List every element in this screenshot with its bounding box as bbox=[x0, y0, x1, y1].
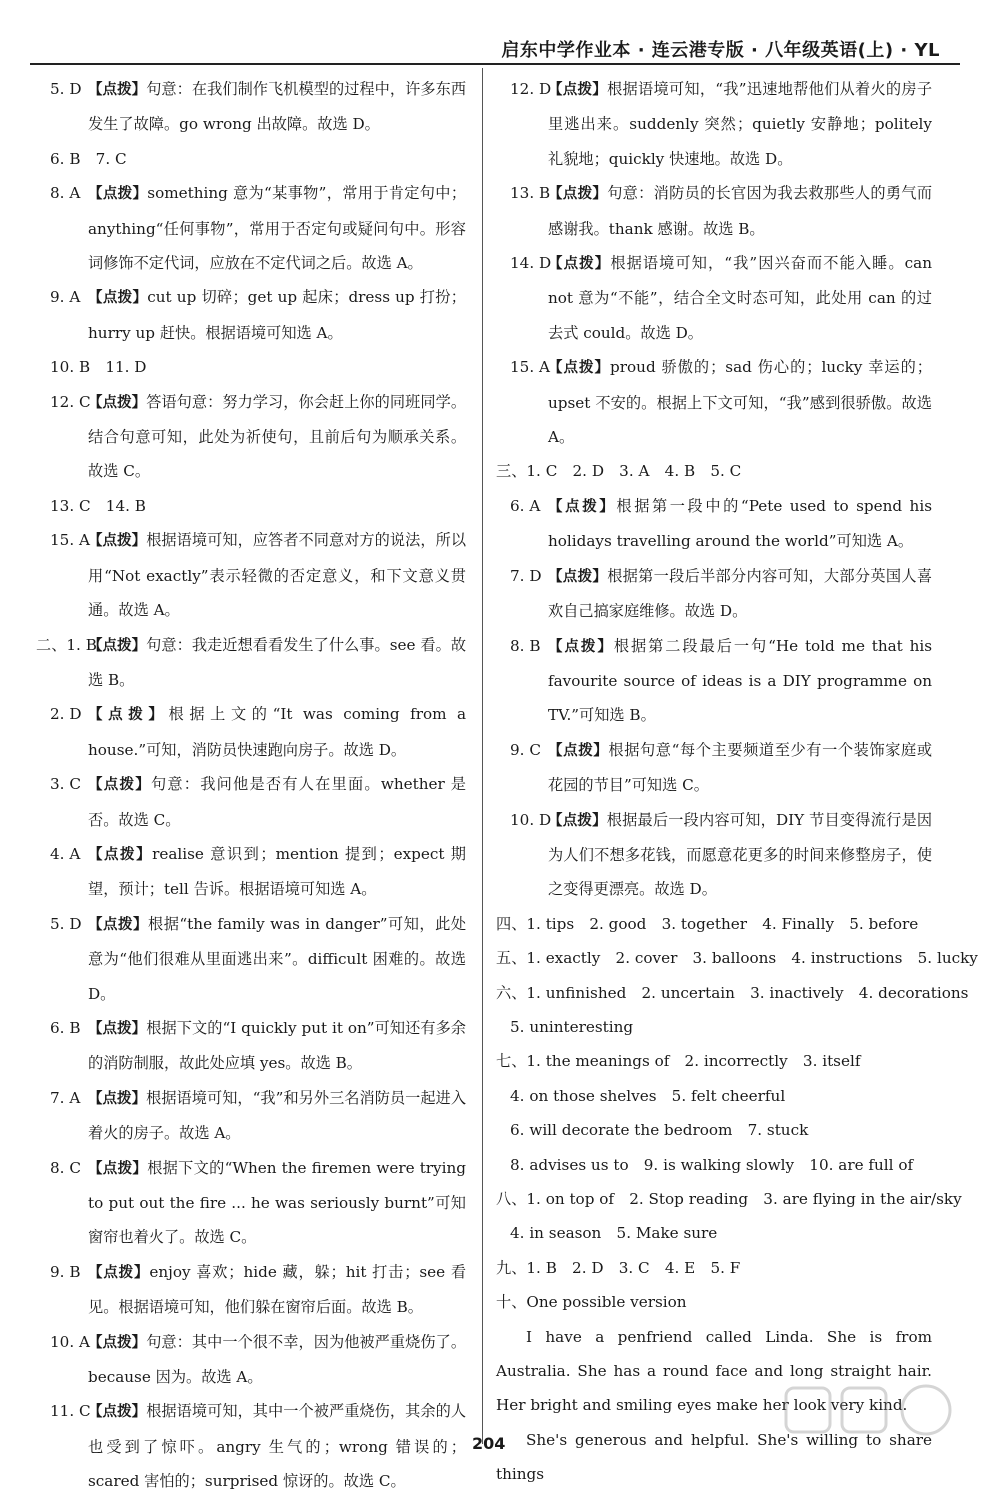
hint-tag: 【点拨】 bbox=[88, 637, 147, 654]
answer-explanation bbox=[88, 523, 466, 627]
explanation-text: enjoy 喜欢；hide 藏，躲；hit 打击；see 看见。根据语境可知，他们躲在窗帘后面。故选 B。 bbox=[88, 1262, 467, 1317]
answer-entry bbox=[36, 523, 466, 627]
answer-number: 10. A bbox=[50, 1332, 90, 1351]
answer-entry bbox=[36, 837, 466, 907]
answer-number: 15. A bbox=[50, 531, 90, 550]
answer-line: 4. in season 5. Make sure bbox=[510, 1224, 718, 1243]
answer-number: 8. A bbox=[50, 184, 81, 203]
answer-entry bbox=[36, 767, 466, 837]
answer-number: 7. A bbox=[50, 1088, 81, 1107]
hint-tag: 【点拨】 bbox=[88, 1090, 147, 1107]
hint-tag: 【点拨】 bbox=[88, 916, 149, 933]
answer-line: 五、1. exactly 2. cover 3. balloons 4. instructions 5. lucky bbox=[496, 949, 978, 968]
answer-explanation bbox=[548, 629, 932, 733]
hint-tag: 【点拨】 bbox=[88, 846, 153, 863]
answer-line: 八、1. on top of 2. Stop reading 3. are flying in the air/sky bbox=[496, 1190, 962, 1208]
hint-tag: 【点拨】 bbox=[548, 256, 611, 273]
explanation-text: 根据下文的“I quickly put it on”可知还有多余的消防制服，故此处应填 yes。故选 B。 bbox=[88, 1018, 466, 1073]
answer-explanation bbox=[548, 559, 932, 629]
answer-line: 5. uninteresting bbox=[510, 1017, 634, 1036]
explanation-text: realise 意识到；mention 提到；expect 期望，预计；tell 告诉。根据语境可知选 A。 bbox=[88, 844, 466, 899]
answer-explanation bbox=[88, 1151, 466, 1255]
answer-explanation bbox=[88, 837, 466, 907]
answer-entry bbox=[496, 246, 932, 350]
answer-entry bbox=[36, 1081, 466, 1151]
answer-number: 9. C bbox=[510, 740, 541, 759]
explanation-text: 根据句意“每个主要频道至少有一个装饰家庭或花园的节目”可知选 C。 bbox=[548, 740, 933, 795]
hint-tag: 【点拨】 bbox=[88, 1264, 150, 1281]
answer-number: 6. A bbox=[510, 496, 541, 515]
answer-explanation bbox=[88, 767, 466, 837]
answer-entry bbox=[36, 628, 466, 698]
hint-tag: 【点拨】 bbox=[88, 186, 148, 203]
right-column bbox=[496, 72, 978, 1492]
explanation-text: 根据第二段最后一句“He told me that his favourite source of ideas is a DIY programme on TV.”可知选 B。 bbox=[548, 636, 933, 725]
answer-number: 8. B bbox=[510, 636, 541, 655]
answer-number: 3. C bbox=[50, 775, 81, 794]
answer-number: 9. A bbox=[50, 288, 81, 307]
explanation-text: 句意：我走近想看看发生了什么事。see 看。故选 B。 bbox=[88, 635, 467, 689]
hint-tag: 【点拨】 bbox=[88, 1020, 147, 1037]
answer-number: 13. B bbox=[510, 184, 551, 203]
answer-line: 六、1. unfinished 2. uncertain 3. inactively 4. decorations bbox=[496, 983, 969, 1002]
hint-tag: 【点拨】 bbox=[548, 568, 608, 585]
answer-explanation bbox=[88, 1325, 466, 1395]
answer-entry bbox=[36, 72, 466, 142]
answer-explanation bbox=[88, 280, 466, 350]
explanation-text: 根据语境可知，应答者不同意对方的说法，所以用“Not exactly”表示轻微的否定意义，和下文意义贯通。故选 A。 bbox=[88, 531, 467, 620]
answer-number: 9. B bbox=[50, 1262, 81, 1281]
hint-tag: 【点拨】 bbox=[88, 777, 151, 794]
answer-line: 九、1. B 2. D 3. C 4. E 5. F bbox=[496, 1258, 741, 1277]
explanation-text: 答语句意：努力学习，你会赶上你的同班同学。结合句意可知，此处为祈使句，且前后句为顺承关系。故选 C。 bbox=[88, 392, 467, 481]
answer-number: 12. D bbox=[510, 80, 552, 98]
answer-entry bbox=[36, 1394, 466, 1498]
hint-tag: 【点拨】 bbox=[88, 290, 148, 307]
answer-line: 七、1. the meanings of 2. incorrectly 3. itself bbox=[496, 1052, 861, 1071]
explanation-text: 根据语境可知，其中一个被严重烧伤，其余的人也受到了惊吓。angry 生气的；wrong 错误的；scared 害怕的；surprised 惊讶的。故选 C。 bbox=[88, 1402, 467, 1491]
answer-entry bbox=[36, 1151, 466, 1255]
answer-line: 三、1. C 2. D 3. A 4. B 5. C bbox=[496, 462, 742, 481]
explanation-text: proud 骄傲的；sad 伤心的；lucky 幸运的；upset 不安的。根据上下文可知，“我”感到很骄傲。故选 A。 bbox=[548, 358, 932, 447]
hint-tag: 【点拨】 bbox=[548, 498, 617, 515]
column-divider bbox=[482, 68, 483, 1444]
explanation-text: 根据语境可知，“我”迅速地帮他们从着火的房子里逃出来。suddenly 突然；quietly 安静地；politely 礼貌地；quickly 快速地。故选 D。 bbox=[548, 80, 933, 168]
answer-explanation bbox=[88, 72, 466, 142]
hint-tag: 【点拨】 bbox=[548, 186, 608, 203]
hint-tag: 【点拨】 bbox=[548, 638, 614, 655]
page-header bbox=[0, 0, 1000, 70]
answer-number: 4. A bbox=[50, 844, 81, 863]
explanation-text: 根据语境可知，“我”和另外三名消防员一起进入着火的房子。故选 A。 bbox=[88, 1088, 467, 1143]
answer-line: 13. C 14. B bbox=[50, 496, 146, 515]
left-column bbox=[36, 72, 466, 1499]
answer-number: 10. D bbox=[510, 810, 552, 829]
answer-entry bbox=[496, 72, 932, 176]
answer-entry bbox=[496, 629, 932, 733]
explanation-text: 根据第一段中的“Pete used to spend his holidays travelling around the world”可知选 A。 bbox=[548, 496, 932, 551]
hint-tag: 【点拨】 bbox=[88, 1334, 147, 1351]
answer-explanation bbox=[88, 628, 466, 698]
hint-tag: 【点拨】 bbox=[548, 812, 607, 829]
header-title: 启东中学作业本 · 连云港专版 · 八年级英语(上) · YL bbox=[501, 40, 940, 61]
answer-entry bbox=[36, 176, 466, 280]
answer-entry bbox=[36, 1011, 466, 1081]
explanation-text: 根据下文的“When the firemen were trying to put out the fire ... he was seriously burnt”可知窗帘也着火了。故选 C。 bbox=[88, 1158, 466, 1247]
explanation-text: 根据最后一段内容可知，DIY 节目变得流行是因为人们不想多花钱，而愿意花更多的时间来修整房子，使之变得更漂亮。故选 D。 bbox=[548, 810, 933, 899]
answer-explanation bbox=[88, 1255, 466, 1325]
answer-explanation bbox=[548, 350, 932, 454]
answer-explanation bbox=[548, 489, 932, 559]
answer-number: 12. C bbox=[50, 392, 91, 411]
answer-number: 15. A bbox=[510, 358, 550, 377]
answer-explanation bbox=[548, 733, 932, 803]
answer-entry bbox=[36, 697, 466, 767]
answer-line: 8. advises us to 9. is walking slowly 10. are full of bbox=[510, 1155, 914, 1174]
answer-entry bbox=[496, 176, 932, 246]
answer-number: 5. D bbox=[50, 914, 82, 933]
hint-tag: 【点拨】 bbox=[88, 394, 147, 411]
hint-tag: 【点拨】 bbox=[88, 707, 169, 724]
answer-line: 6. will decorate the bedroom 7. stuck bbox=[510, 1121, 809, 1140]
answer-number: 8. C bbox=[50, 1158, 81, 1177]
answer-number: 14. D bbox=[510, 254, 552, 273]
watermark-logo bbox=[778, 1380, 978, 1448]
page-number: 204 bbox=[472, 1434, 506, 1453]
explanation-text: something 意为“某事物”，常用于肯定句中；anything“任何事物”，常用于否定句或疑问句中。形容词修饰不定代词，应放在不定代词之后。故选 A。 bbox=[88, 184, 467, 273]
header-rule bbox=[30, 63, 960, 65]
explanation-text: 句意：消防员的长官因为我去救那些人的勇气而感谢我。thank 感谢。故选 B。 bbox=[548, 184, 933, 238]
hint-tag: 【点拨】 bbox=[548, 360, 611, 377]
answer-explanation bbox=[548, 72, 932, 176]
answer-explanation bbox=[548, 246, 932, 350]
answer-explanation bbox=[88, 385, 466, 489]
hint-tag: 【点拨】 bbox=[548, 82, 608, 98]
answer-entry bbox=[36, 907, 466, 1011]
answer-number: 5. D bbox=[50, 80, 82, 98]
answer-number: 11. C bbox=[50, 1402, 91, 1421]
answer-explanation bbox=[88, 1011, 466, 1081]
answer-number: 6. B bbox=[50, 1018, 81, 1037]
answer-line: 四、1. tips 2. good 3. together 4. Finally 5. before bbox=[496, 914, 919, 933]
answer-explanation bbox=[548, 176, 932, 246]
answer-line: 4. on those shelves 5. felt cheerful bbox=[510, 1086, 786, 1105]
explanation-text: 根据上文的“It was coming from a house.”可知，消防员快速跑向房子。故选 D。 bbox=[88, 705, 467, 759]
explanation-text: 根据第一段后半部分内容可知，大部分英国人喜欢自己搞家庭维修。故选 D。 bbox=[548, 566, 933, 621]
hint-tag: 【点拨】 bbox=[88, 1404, 147, 1421]
hint-tag: 【点拨】 bbox=[88, 1160, 148, 1177]
answer-entry bbox=[496, 733, 932, 803]
explanation-text: cut up 切碎；get up 起床；dress up 打扮；hurry up 赶快。根据语境可知选 A。 bbox=[88, 288, 466, 342]
hint-tag: 【点拨】 bbox=[548, 742, 609, 759]
answer-line: 6. B 7. C bbox=[50, 149, 127, 168]
answer-entry bbox=[36, 1255, 466, 1325]
answer-entry bbox=[496, 559, 932, 629]
explanation-text: 句意：在我们制作飞机模型的过程中，许多东西发生了故障。go wrong 出故障。故选 D。 bbox=[88, 80, 467, 134]
answer-entry bbox=[496, 489, 932, 559]
answer-number: 2. D bbox=[50, 705, 82, 724]
explanation-text: 根据语境可知，“我”因兴奋而不能入睡。can not 意为“不能”，结合全文时态可知，此处用 can 的过去式 could。故选 D。 bbox=[548, 254, 933, 342]
answer-line: 十、One possible version bbox=[496, 1293, 687, 1312]
answer-number: 7. D bbox=[510, 566, 542, 585]
answer-entry bbox=[496, 803, 932, 907]
hint-tag: 【点拨】 bbox=[88, 82, 147, 98]
answer-entry bbox=[36, 385, 466, 489]
answer-explanation bbox=[88, 907, 466, 1011]
explanation-text: 句意：我问他是否有人在里面。whether 是否。故选 C。 bbox=[88, 775, 466, 829]
answer-explanation bbox=[88, 1081, 466, 1151]
answer-explanation bbox=[548, 803, 932, 907]
answer-explanation bbox=[88, 1394, 466, 1498]
answer-line: 10. B 11. D bbox=[50, 358, 147, 377]
answer-entry bbox=[36, 280, 466, 350]
answer-number: 二、1. B bbox=[36, 635, 97, 654]
essay-paragraph: She's generous and helpful. She's willing to share things bbox=[496, 1430, 932, 1484]
hint-tag: 【点拨】 bbox=[88, 533, 147, 550]
answer-entry bbox=[36, 1325, 466, 1395]
answer-entry bbox=[496, 350, 932, 454]
answer-explanation bbox=[88, 697, 466, 767]
explanation-text: 句意：其中一个很不幸，因为他被严重烧伤了。because 因为。故选 A。 bbox=[88, 1332, 467, 1387]
explanation-text: 根据“the family was in danger”可知，此处意为“他们很难从里面逃出来”。difficult 困难的。故选 D。 bbox=[88, 914, 467, 1003]
essay-paragraph: I have a penfriend called Linda. She is from Australia. She has a round face and long straight hair. Her bright and smiling eyes make her look very kind. bbox=[496, 1327, 932, 1415]
answer-explanation bbox=[88, 176, 466, 280]
